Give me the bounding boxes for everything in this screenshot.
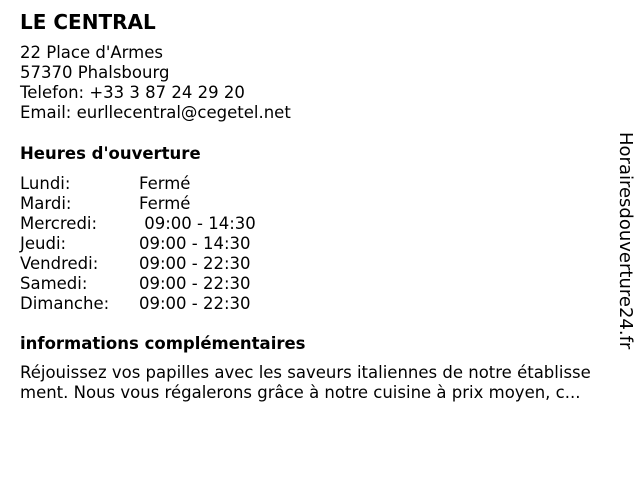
info-text-line: ment. Nous vous régalerons grâce à notre cuisine à prix moyen, c... xyxy=(20,383,581,402)
business-name: LE CENTRAL xyxy=(20,10,156,34)
hours-row-thursday xyxy=(20,234,256,254)
day-label: Samedi: xyxy=(20,274,88,293)
day-label: Lundi: xyxy=(20,174,71,193)
day-label: Vendredi: xyxy=(20,254,99,273)
hours-row-sunday xyxy=(20,294,256,314)
additional-info-heading: informations complémentaires xyxy=(20,334,306,353)
hours-row-monday xyxy=(20,174,256,194)
additional-info-text xyxy=(20,363,620,403)
city-postcode: 57370 Phalsbourg xyxy=(20,63,170,82)
info-text-line: Réjouissez vos papilles avec les saveurs italiennes de notre établisse xyxy=(20,363,591,382)
hours-row-tuesday xyxy=(20,194,256,214)
hours-row-friday xyxy=(20,254,256,274)
time-value: Fermé xyxy=(139,194,191,213)
contact-block xyxy=(20,43,291,123)
street-address: 22 Place d'Armes xyxy=(20,43,163,62)
email-address: Email: eurllecentral@cegetel.net xyxy=(20,103,291,122)
site-watermark: Horairesdouverture24.fr xyxy=(615,132,636,350)
time-value: 09:00 - 22:30 xyxy=(139,294,251,313)
hours-row-wednesday xyxy=(20,214,256,234)
time-value: 09:00 - 22:30 xyxy=(139,254,251,273)
time-value: Fermé xyxy=(139,174,191,193)
day-label: Jeudi: xyxy=(20,234,67,253)
day-label: Mercredi: xyxy=(20,214,98,233)
day-label: Mardi: xyxy=(20,194,72,213)
opening-hours-table xyxy=(20,174,256,314)
phone-number: Telefon: +33 3 87 24 29 20 xyxy=(20,83,245,102)
time-value: 09:00 - 14:30 xyxy=(139,214,256,233)
time-value: 09:00 - 22:30 xyxy=(139,274,251,293)
opening-hours-heading: Heures d'ouverture xyxy=(20,144,201,163)
time-value: 09:00 - 14:30 xyxy=(139,234,251,253)
day-label: Dimanche: xyxy=(20,294,110,313)
hours-row-saturday xyxy=(20,274,256,294)
